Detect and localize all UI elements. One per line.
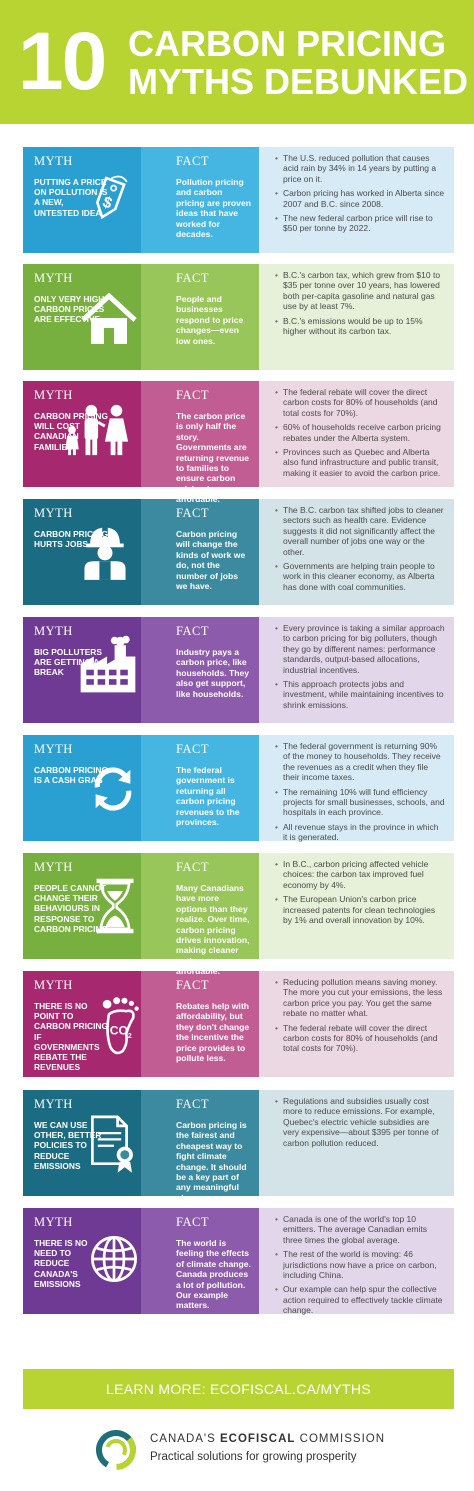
- myth-row: [23, 853, 454, 977]
- myth-text: PEOPLE CANNOT CHANGE THEIR BEHAVIOURS IN RESPONSE TO CARBON PRICING: [34, 883, 108, 934]
- commission-name: [150, 1433, 385, 1445]
- myth-label: MYTH: [34, 860, 73, 874]
- myth-row: [23, 617, 454, 723]
- evidence-item: • B.C.'s emissions would be up to 15% higher without its carbon tax.: [275, 316, 445, 337]
- myth-row: [23, 1090, 454, 1203]
- evidence-item: • The new federal carbon price will rise to $50 per tonne by 2022.: [275, 213, 445, 234]
- fact-text: Industry pays a carbon price, like households. They also get support, like households.: [176, 647, 250, 699]
- evidence-item: • The federal rebate will cover the direct carbon costs for 80% of households (and total costs for 70%).: [275, 1023, 445, 1054]
- ecofiscal-logo-icon: [96, 1430, 136, 1470]
- fact-panel: [141, 735, 259, 841]
- evidence-item: • The remaining 10% will fund efficiency projects for small businesses, schools, and hospitals in each province.: [275, 787, 445, 818]
- fact-panel: [141, 853, 259, 977]
- header-title-line2: MYTHS DEBUNKED: [128, 61, 469, 102]
- fact-text: The federal government is returning all carbon pricing revenues to the provinces.: [176, 765, 240, 828]
- evidence-item: • Provinces such as Quebec and Alberta also fund infrastructure and public transit, making it easier to avoid the carbon price.: [275, 447, 445, 478]
- fact-panel: [141, 971, 259, 1077]
- evidence-item: • In B.C., carbon pricing affected vehicle choices: the carbon tax improved fuel economy by 4%.: [275, 859, 445, 890]
- evidence-list: [275, 1214, 445, 1316]
- evidence-item: • B.C.'s carbon tax, which grew from $10 to $35 per tonne over 10 years, has lowered both per-capita gasoline and natural gas use by at least 7%.: [275, 270, 445, 312]
- fact-label: FACT: [176, 1097, 210, 1111]
- myth-text: THERE IS NO POINT TO CARBON PRICING IF GOVERNMENTS REBATE THE REVENUES: [34, 1001, 108, 1073]
- fact-panel: [141, 264, 259, 370]
- fact-label: FACT: [176, 742, 210, 756]
- myth-row: [23, 499, 454, 605]
- fact-panel: [141, 381, 259, 505]
- myth-label: MYTH: [34, 1097, 73, 1111]
- evidence-item: • The B.C. carbon tax shifted jobs to cleaner sectors such as health care. Evidence suggests it did not significantly affect the overall number of jobs one way or the other.: [275, 505, 445, 557]
- commission-name-suffix: COMMISSION: [295, 1433, 386, 1445]
- myth-label: MYTH: [34, 388, 73, 402]
- evidence-list: [275, 623, 445, 710]
- fact-label: FACT: [176, 388, 210, 402]
- myth-label: MYTH: [34, 154, 73, 168]
- learn-more-link[interactable]: LEARN MORE: ECOFISCAL.CA/MYTHS: [106, 1381, 371, 1397]
- commission-name-bold: ECOFISCAL: [220, 1433, 296, 1445]
- evidence-item: • Reducing pollution means saving money. The more you cut your emissions, the less carbon price you pay. You get the same rebate no matter what.: [275, 977, 445, 1019]
- evidence-panel: [259, 735, 454, 841]
- fact-panel: [141, 1090, 259, 1203]
- fact-label: FACT: [176, 860, 210, 874]
- fact-text: Pollution pricing and carbon pricing are proven ideas that have worked for decades.: [176, 177, 251, 240]
- evidence-item: • Canada is one of the world's top 10 emitters. The average Canadian emits three times the global average.: [275, 1214, 445, 1245]
- svg-text:2: 2: [127, 1033, 132, 1040]
- evidence-item: • Our example can help spur the collective action required to effectively tackle climate change.: [275, 1284, 445, 1315]
- evidence-item: • This approach protects jobs and investment, while maintaining incentives to shrink emissions.: [275, 679, 445, 710]
- evidence-list: [275, 859, 445, 925]
- evidence-panel: [259, 617, 454, 723]
- fact-label: FACT: [176, 506, 210, 520]
- evidence-panel: [259, 971, 454, 1077]
- fact-panel: [141, 617, 259, 723]
- evidence-panel: [259, 853, 454, 959]
- evidence-item: • The federal rebate will cover the direct carbon costs for 80% of households (and total costs for 70%).: [275, 387, 445, 418]
- fact-text: Many Canadians have more options than they realize. Over time, carbon pricing drives innovation, making cleaner options more affordable.: [176, 883, 250, 977]
- fact-label: FACT: [176, 1215, 210, 1229]
- fact-label: FACT: [176, 154, 210, 168]
- fact-text: Rebates help with affordability, but they don't change the incentive the price provides to pollute less.: [176, 1001, 250, 1064]
- fact-panel: [141, 499, 259, 605]
- commission-tagline: Practical solutions for growing prosperity: [150, 1451, 357, 1463]
- evidence-list: [275, 977, 445, 1054]
- evidence-list: [275, 387, 445, 478]
- myth-text: ONLY VERY HIGH CARBON PRICES ARE EFFECTIVE: [34, 294, 105, 325]
- evidence-panel: [259, 1208, 454, 1314]
- evidence-item: • The U.S. reduced pollution that causes acid rain by 34% in 14 years by putting a price on it.: [275, 153, 445, 184]
- myth-row: [23, 1208, 454, 1314]
- fact-label: FACT: [176, 624, 210, 638]
- evidence-item: • The federal government is returning 90% of the money to households. They receive the revenues as a credit when they file their income taxes.: [275, 741, 445, 783]
- learn-more-banner[interactable]: [23, 1369, 454, 1409]
- evidence-item: • All revenue stays in the province in which it is generated.: [275, 822, 445, 843]
- fact-text: Carbon pricing is the fairest and cheapest way to fight climate change. It should be a key part of any meaningful plan.: [176, 1120, 247, 1203]
- header-banner: [0, 0, 474, 124]
- evidence-item: • Regulations and subsidies usually cost more to reduce emissions. For example, Quebec's electric vehicle subsidies are very expensive—about $395 per tonne of carbon pollution reduced.: [275, 1096, 445, 1148]
- header-title-line1: CARBON PRICING: [128, 23, 447, 64]
- evidence-panel: [259, 499, 454, 605]
- myth-label: MYTH: [34, 742, 73, 756]
- myth-text: CARBON PRICING HURTS JOBS: [34, 529, 108, 550]
- evidence-list: [275, 153, 445, 234]
- fact-text: People and businesses respond to price changes—even low ones.: [176, 294, 244, 346]
- fact-panel: [141, 1208, 259, 1314]
- myth-text: WE CAN USE OTHER, BETTER POLICIES TO REDUCE EMISSIONS: [34, 1120, 102, 1171]
- evidence-list: [275, 505, 445, 592]
- myth-label: MYTH: [34, 624, 73, 638]
- myth-label: MYTH: [34, 978, 73, 992]
- evidence-panel: [259, 381, 454, 487]
- evidence-item: • Every province is taking a similar approach to carbon pricing for big polluters, though they go by different names: performance standards, output-based allocations, industrial incentives.: [275, 623, 445, 675]
- evidence-item: • 60% of households receive carbon pricing rebates under the Alberta system.: [275, 422, 445, 443]
- evidence-item: • Carbon pricing has worked in Alberta since 2007 and B.C. since 2008.: [275, 188, 445, 209]
- myth-label: MYTH: [34, 271, 73, 285]
- fact-text: The world is feeling the effects of climate change. Canada produces a lot of pollution. Our example matters.: [176, 1238, 251, 1311]
- fact-label: FACT: [176, 978, 210, 992]
- evidence-item: • The rest of the world is moving: 46 jurisdictions now have a price on carbon, including China.: [275, 1249, 445, 1280]
- evidence-panel: [259, 147, 454, 253]
- fact-text: Carbon pricing will change the kinds of work we do, not the number of jobs we have.: [176, 529, 246, 592]
- evidence-panel: [259, 264, 454, 370]
- myth-row: [23, 264, 454, 370]
- evidence-item: • Governments are helping train people to work in this cleaner economy, as Alberta has done with coal communities.: [275, 561, 445, 592]
- evidence-list: [275, 1096, 445, 1148]
- myth-text: CARBON PRICING IS A CASH GRAB: [34, 765, 108, 786]
- fact-panel: [141, 147, 259, 253]
- myth-label: MYTH: [34, 1215, 73, 1229]
- myth-text: BIG POLLUTERS ARE GETTING A BREAK: [34, 647, 102, 678]
- myth-row: [23, 971, 454, 1077]
- fact-label: FACT: [176, 271, 210, 285]
- myth-text: CARBON PRICING WILL COST CANADIAN FAMILIES: [34, 411, 108, 452]
- myth-row: [23, 381, 454, 505]
- myth-row: [23, 147, 454, 253]
- evidence-list: [275, 741, 445, 843]
- header-number: 10: [18, 16, 106, 107]
- svg-text:$: $: [100, 193, 115, 213]
- myth-text: PUTTING A PRICE ON POLLUTION IS A NEW, UNTESTED IDEA: [34, 177, 108, 218]
- evidence-list: [275, 270, 445, 336]
- fact-text: The carbon price is only half the story. Governments are returning revenue to families to ensure carbon pricing is affordable.: [176, 411, 250, 505]
- myth-label: MYTH: [34, 506, 73, 520]
- evidence-item: • The European Union's carbon price increased patents for clean technologies by 1% and overall innovation by 10%.: [275, 894, 445, 925]
- evidence-panel: [259, 1090, 454, 1196]
- myth-text: THERE IS NO NEED TO REDUCE CANADA'S EMISSIONS: [34, 1238, 88, 1289]
- myth-row: [23, 735, 454, 841]
- commission-name-prefix: CANADA'S: [150, 1433, 220, 1445]
- svg-text:CO: CO: [109, 1023, 128, 1038]
